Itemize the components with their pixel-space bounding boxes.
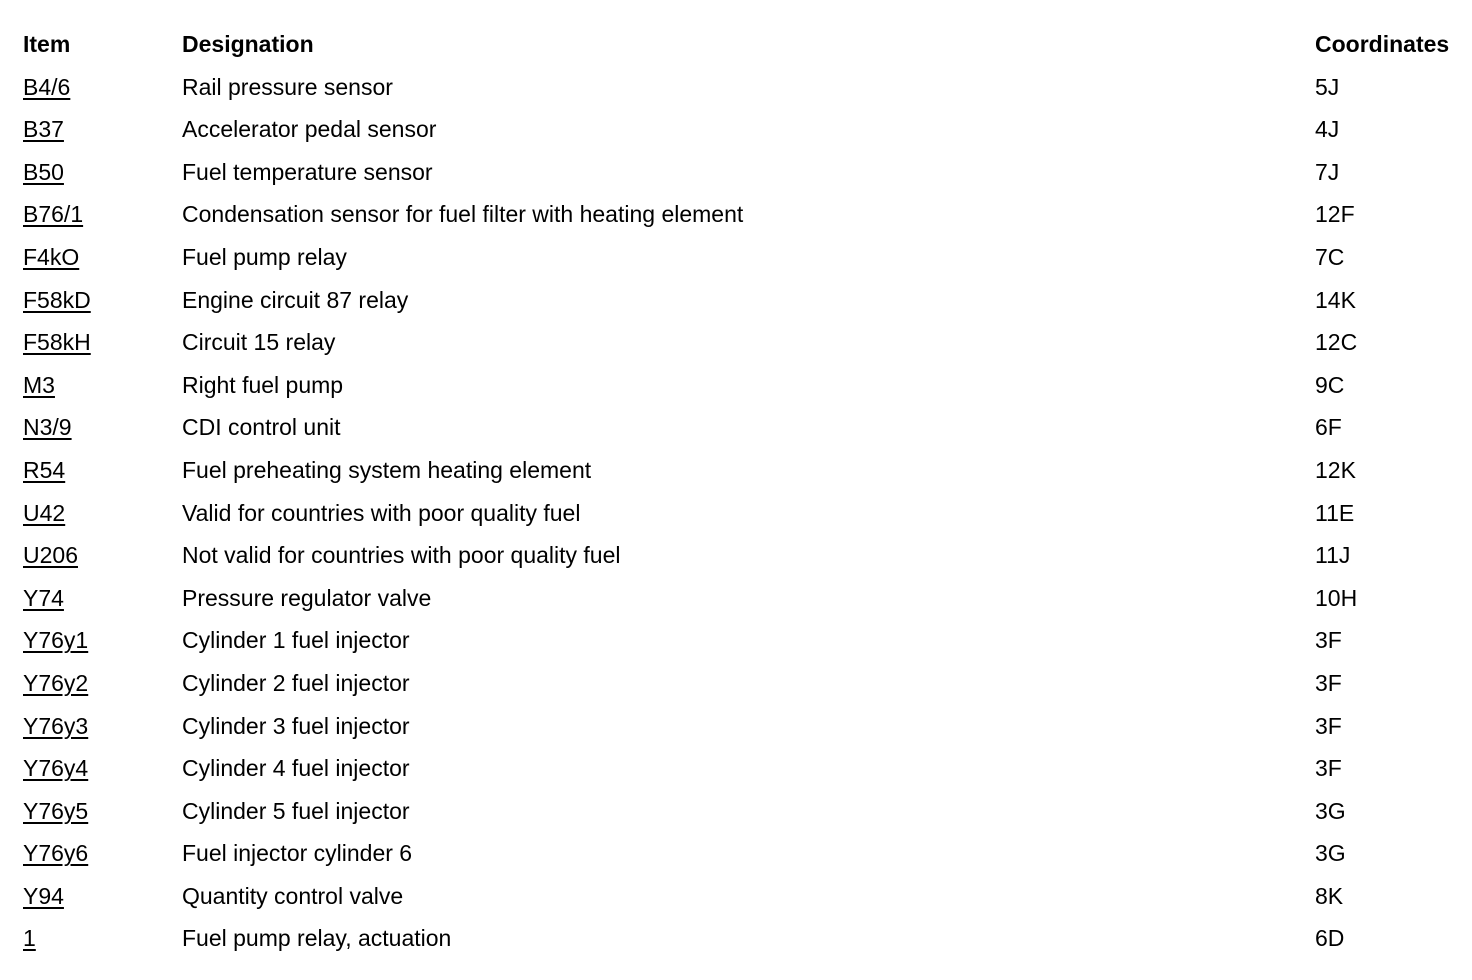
designation-text: Valid for countries with poor quality fuel [182,499,581,526]
item-link[interactable]: Y76y3 [23,712,89,739]
coordinates-text: 6F [1315,414,1342,441]
designation-text: Cylinder 4 fuel injector [182,755,410,782]
column-header-designation: Designation [182,31,314,57]
table-row [23,279,1463,322]
coordinates-text: 11J [1315,542,1351,569]
item-link[interactable]: R54 [23,456,66,483]
table-row [23,790,1463,833]
designation-text: Fuel preheating system heating element [182,456,592,483]
designation-text: Fuel temperature sensor [182,158,433,185]
coordinates-text: 7J [1315,158,1340,185]
coordinates-text: 3F [1315,755,1342,782]
item-link[interactable]: F58kD [23,286,91,313]
coordinates-text: 3F [1315,627,1342,654]
designation-text: Cylinder 5 fuel injector [182,797,410,824]
coordinates-text: 9C [1315,371,1345,398]
designation-text: Circuit 15 relay [182,329,336,356]
item-link[interactable]: U206 [23,542,78,569]
coordinates-text: 6D [1315,925,1345,952]
coordinates-text: 10H [1315,584,1358,611]
table-header-row [23,23,1463,66]
item-link[interactable]: U42 [23,499,66,526]
designation-text: CDI control unit [182,414,341,441]
designation-text: Not valid for countries with poor quality fuel [182,542,621,569]
item-link[interactable]: B37 [23,116,64,143]
item-link[interactable]: B4/6 [23,73,71,100]
item-link[interactable]: M3 [23,371,55,398]
table-row [23,917,1463,960]
designation-text: Engine circuit 87 relay [182,286,409,313]
item-link[interactable]: Y76y4 [23,755,89,782]
table-row [23,662,1463,705]
table-row [23,364,1463,407]
coordinates-text: 14K [1315,286,1356,313]
coordinates-text: 5J [1315,73,1340,100]
table-row [23,875,1463,918]
table-row [23,151,1463,194]
coordinates-text: 12C [1315,329,1358,356]
coordinates-text: 3F [1315,669,1342,696]
item-link[interactable]: Y74 [23,584,64,611]
designation-text: Condensation sensor for fuel filter with heating element [182,201,744,228]
designation-text: Accelerator pedal sensor [182,116,437,143]
table-row [23,66,1463,109]
table-row [23,534,1463,577]
coordinates-text: 3F [1315,712,1342,739]
coordinates-text: 12K [1315,456,1356,483]
designation-text: Cylinder 3 fuel injector [182,712,410,739]
table-row [23,577,1463,620]
designation-text: Pressure regulator valve [182,584,432,611]
designation-text: Cylinder 2 fuel injector [182,669,410,696]
coordinates-text: 11E [1315,499,1355,526]
table-row [23,619,1463,662]
component-legend-table [23,23,1463,960]
item-link[interactable]: F4kO [23,243,80,270]
coordinates-text: 3G [1315,840,1346,867]
table-body [23,66,1463,960]
item-link[interactable]: B50 [23,158,64,185]
designation-text: Fuel injector cylinder 6 [182,840,413,867]
item-link[interactable]: Y76y6 [23,840,89,867]
designation-text: Right fuel pump [182,371,344,398]
item-link[interactable]: Y94 [23,882,64,909]
table-row [23,705,1463,748]
designation-text: Fuel pump relay [182,243,347,270]
coordinates-text: 4J [1315,116,1340,143]
item-link[interactable]: F58kH [23,329,91,356]
item-link[interactable]: Y76y2 [23,669,89,696]
table-row [23,406,1463,449]
designation-text: Fuel pump relay, actuation [182,925,452,952]
table-row [23,236,1463,279]
designation-text: Cylinder 1 fuel injector [182,627,410,654]
table-row [23,108,1463,151]
column-header-coordinates: Coordinates [1315,31,1450,57]
coordinates-text: 12F [1315,201,1355,228]
item-link[interactable]: Y76y5 [23,797,89,824]
coordinates-text: 8K [1315,882,1344,909]
table-row [23,832,1463,875]
table-row [23,449,1463,492]
table-row [23,321,1463,364]
item-link[interactable]: B76/1 [23,201,84,228]
coordinates-text: 7C [1315,243,1345,270]
item-link[interactable]: N3/9 [23,414,72,441]
coordinates-text: 3G [1315,797,1346,824]
table-row [23,193,1463,236]
table-row [23,492,1463,535]
table-row [23,747,1463,790]
item-link[interactable]: 1 [23,925,36,952]
designation-text: Rail pressure sensor [182,73,393,100]
column-header-item: Item [23,31,71,57]
designation-text: Quantity control valve [182,882,404,909]
item-link[interactable]: Y76y1 [23,627,89,654]
